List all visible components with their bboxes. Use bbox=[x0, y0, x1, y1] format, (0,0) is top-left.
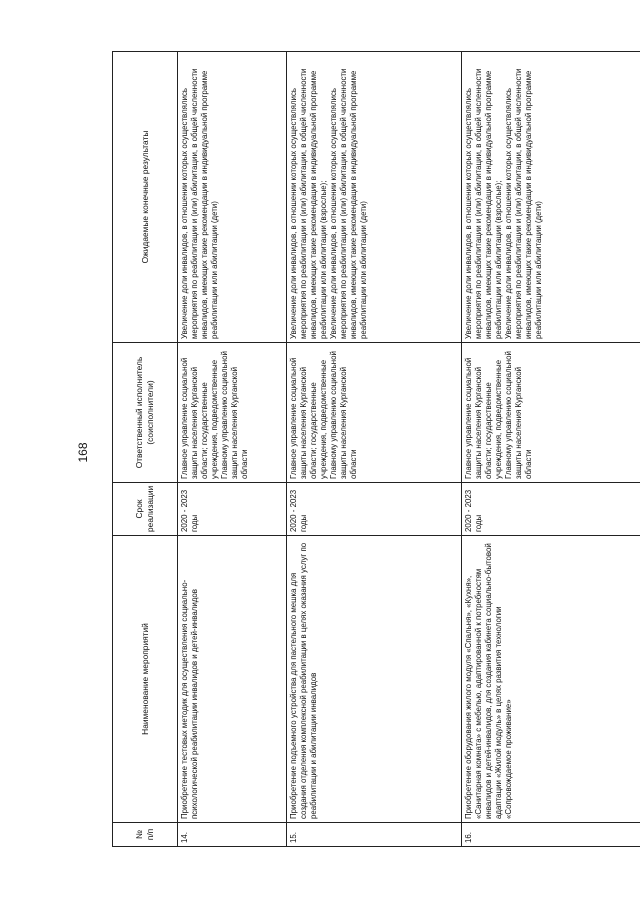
header-results: Ожидаемые конечные результаты bbox=[113, 52, 178, 343]
table-header-row bbox=[113, 52, 178, 847]
page-number: 168 bbox=[76, 442, 90, 463]
header-term: Срок реализации bbox=[113, 483, 178, 536]
measure-name: Приобретение подъемного устройства для пастельного мешка для создания отделения комплексной реабилитации в целях оказания услуг по реабилитации и абилитации инвалидов bbox=[287, 536, 462, 823]
measure-name: Приобретение оборудования жилого модуля «Спальня», «Кухня», «Санитарная комната» с мебелью, адаптированной к потребностям инвалидов и детей-инвалидов, для создания кабинета социально-бытовой адаптации «Жилой модуль» в целях развития технологии «Сопровождаемое проживание» bbox=[462, 536, 640, 823]
table-row bbox=[287, 52, 462, 847]
row-number: 16. bbox=[462, 823, 640, 847]
measure-executor: Главное управление социальной защиты населения Курганской области; государственные учреждения, подведомственные Главному управлению социальной защиты населения Курганской области bbox=[287, 343, 462, 483]
measure-term: 2020 - 2023 годы bbox=[462, 483, 640, 536]
header-executor: Ответственный исполнитель (соисполнители) bbox=[113, 343, 178, 483]
measure-results: Увеличение доли инвалидов, в отношении которых осуществлялись мероприятия по реабилитации и (или) абилитации, в общей численности инвалидов, имеющих такие рекомендации в индивидуальной программе реабилитации или абилитации (взрослые); Увеличение доли инвалидов, в отношении которых осуществлялись мероприятия по реабилитации и (или) абилитации, в общей численности инвалидов, имеющих такие рекомендации в индивидуальной программе реабилитации или абилитации (дети) bbox=[462, 52, 640, 343]
measures-table bbox=[112, 51, 640, 847]
measure-term: 2020 - 2023 годы bbox=[178, 483, 287, 536]
row-number: 15. bbox=[287, 823, 462, 847]
header-num: № п/п bbox=[113, 823, 178, 847]
measure-executor: Главное управление социальной защиты населения Курганской области; государственные учреждения, подведомственные Главному управлению социальной защиты населения Курганской области bbox=[462, 343, 640, 483]
measure-name: Приобретение тестовых методик для осуществления социально-психологической реабилитации инвалидов и детей-инвалидов bbox=[178, 536, 287, 823]
measure-executor: Главное управление социальной защиты населения Курганской области; государственные учреждения, подведомственные Главному управлению социальной защиты населения Курганской области bbox=[178, 343, 287, 483]
row-number: 14. bbox=[178, 823, 287, 847]
measure-results: Увеличение доли инвалидов, в отношении которых осуществлялись мероприятия по реабилитации и (или) абилитации, в общей численности инвалидов, имеющих такие рекомендации в индивидуальной программе реабилитации или абилитации (взрослые); Увеличение доли инвалидов, в отношении которых осуществлялись мероприятия по реабилитации и (или) абилитации, в общей численности инвалидов, имеющих такие рекомендации в индивидуальной программе реабилитации или абилитации (дети) bbox=[287, 52, 462, 343]
measure-results: Увеличение доли инвалидов, в отношении которых осуществлялись мероприятия по реабилитации и (или) абилитации, в общей численности инвалидов, имеющих такие рекомендации в индивидуальной программе реабилитации или абилитации (дети) bbox=[178, 52, 287, 343]
table-row bbox=[462, 52, 640, 847]
table-row bbox=[178, 52, 287, 847]
header-name: Наименование мероприятий bbox=[113, 536, 178, 823]
measure-term: 2020 - 2023 годы bbox=[287, 483, 462, 536]
